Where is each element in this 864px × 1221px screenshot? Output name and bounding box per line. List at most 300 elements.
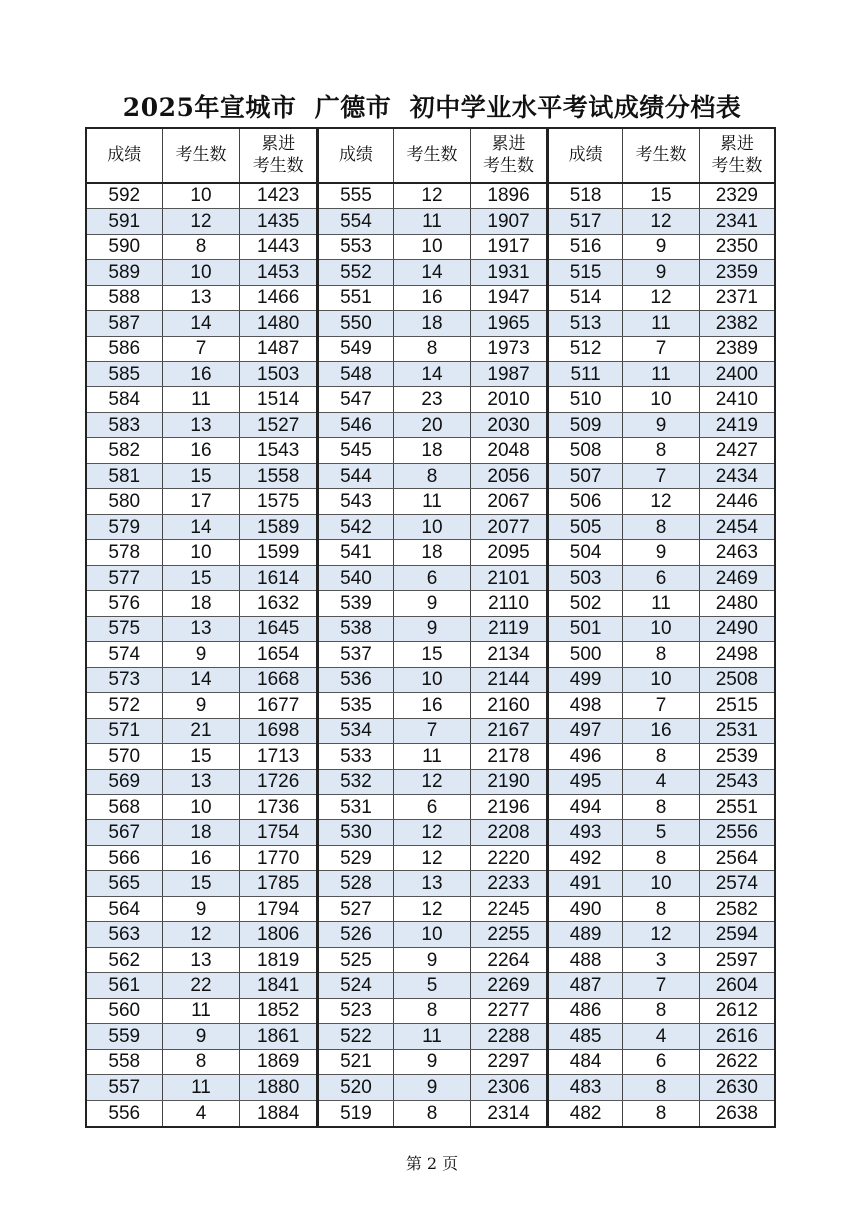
score-cell: 579 <box>87 515 163 539</box>
table-row <box>87 871 316 896</box>
cumulative-cell: 2371 <box>715 287 758 309</box>
table-row <box>549 260 774 285</box>
table-row <box>549 642 774 667</box>
cumulative-cell: 2630 <box>715 1076 758 1098</box>
score-cell: 525 <box>319 948 394 972</box>
count-cell: 12 <box>394 184 471 208</box>
table-row <box>549 438 774 463</box>
cumulative-cell: 1806 <box>257 924 300 946</box>
table-row <box>549 973 774 998</box>
cumulative-cell: 2389 <box>715 338 758 360</box>
count-cell: 9 <box>394 1075 471 1099</box>
score-cell: 494 <box>549 795 623 819</box>
count-cell: 9 <box>623 540 700 564</box>
count-cell: 11 <box>394 1024 471 1048</box>
column-header: 成绩 <box>319 129 394 182</box>
table-row <box>319 235 546 260</box>
table-row <box>87 897 316 922</box>
score-cell: 522 <box>319 1024 394 1048</box>
table-row <box>549 235 774 260</box>
score-cell: 529 <box>319 846 394 870</box>
count-cell: 9 <box>163 693 241 717</box>
table-row <box>319 820 546 845</box>
count-cell: 8 <box>394 464 471 488</box>
table-row <box>87 668 316 693</box>
score-cell: 570 <box>87 744 163 768</box>
score-cell: 550 <box>319 311 394 335</box>
column-header: 考生数 <box>163 129 241 182</box>
count-cell: 8 <box>163 1050 241 1074</box>
table-row <box>87 387 316 412</box>
cumulative-cell: 1480 <box>257 312 300 334</box>
count-cell: 14 <box>163 668 241 692</box>
score-cell: 548 <box>319 362 394 386</box>
cumulative-cell: 1884 <box>257 1102 300 1124</box>
table-block-3 <box>546 129 774 1126</box>
count-cell: 8 <box>623 1101 700 1126</box>
score-cell: 568 <box>87 795 163 819</box>
table-row <box>319 770 546 795</box>
count-cell: 8 <box>394 337 471 361</box>
table-row <box>549 948 774 973</box>
cumulative-cell: 2048 <box>487 440 530 462</box>
count-cell: 8 <box>623 795 700 819</box>
table-row <box>549 337 774 362</box>
cumulative-cell: 2622 <box>715 1051 758 1073</box>
table-block-1 <box>87 129 316 1126</box>
cumulative-cell: 1443 <box>257 236 300 258</box>
count-cell: 14 <box>163 515 241 539</box>
count-cell: 15 <box>163 464 241 488</box>
count-cell: 13 <box>394 871 471 895</box>
count-cell: 12 <box>623 489 700 513</box>
count-cell: 17 <box>163 489 241 513</box>
score-cell: 582 <box>87 438 163 462</box>
score-cell: 592 <box>87 184 163 208</box>
count-cell: 16 <box>163 438 241 462</box>
table-row <box>549 413 774 438</box>
cumulative-cell: 2551 <box>715 796 758 818</box>
column-header: 成绩 <box>549 129 623 182</box>
cumulative-cell: 2269 <box>487 975 530 996</box>
table-row <box>319 184 546 209</box>
score-cell: 536 <box>319 668 394 692</box>
table-row <box>87 1101 316 1126</box>
score-cell: 489 <box>549 922 623 946</box>
score-cell: 583 <box>87 413 163 437</box>
score-cell: 516 <box>549 235 623 259</box>
score-cell: 574 <box>87 642 163 666</box>
table-row <box>549 846 774 871</box>
count-cell: 12 <box>163 209 241 233</box>
count-cell: 8 <box>623 1075 700 1099</box>
cumulative-cell: 2382 <box>715 312 758 334</box>
count-cell: 9 <box>623 235 700 259</box>
score-cell: 517 <box>549 209 623 233</box>
cumulative-cell: 2556 <box>715 822 758 844</box>
count-cell: 13 <box>163 770 241 794</box>
cumulative-cell: 2490 <box>715 618 758 640</box>
count-cell: 11 <box>394 209 471 233</box>
cumulative-cell: 2314 <box>487 1102 530 1124</box>
score-cell: 588 <box>87 286 163 310</box>
count-cell: 9 <box>394 617 471 641</box>
count-cell: 12 <box>394 770 471 794</box>
score-cell: 486 <box>549 999 623 1023</box>
cumulative-cell: 1575 <box>257 491 300 513</box>
count-cell: 10 <box>623 617 700 641</box>
score-cell: 520 <box>319 1075 394 1099</box>
count-cell: 11 <box>623 591 700 615</box>
table-row <box>87 795 316 820</box>
cumulative-cell: 1514 <box>257 389 300 411</box>
count-cell: 10 <box>163 184 241 208</box>
table-row <box>87 719 316 744</box>
table-row <box>87 642 316 667</box>
score-cell: 528 <box>319 871 394 895</box>
count-cell: 20 <box>394 413 471 437</box>
cumulative-cell: 2056 <box>487 465 530 487</box>
count-cell: 8 <box>623 744 700 768</box>
count-cell: 6 <box>623 1050 700 1074</box>
count-cell: 21 <box>163 719 241 743</box>
score-cell: 484 <box>549 1050 623 1074</box>
score-cell: 555 <box>319 184 394 208</box>
score-cell: 495 <box>549 770 623 794</box>
cumulative-cell: 1614 <box>257 567 300 589</box>
cumulative-cell: 2498 <box>715 643 758 665</box>
count-cell: 8 <box>623 642 700 666</box>
score-cell: 572 <box>87 693 163 717</box>
count-cell: 12 <box>163 922 241 946</box>
cumulative-cell: 2030 <box>487 414 530 436</box>
cumulative-cell: 1785 <box>257 873 300 895</box>
table-row <box>549 693 774 718</box>
count-cell: 10 <box>623 387 700 411</box>
cumulative-cell: 1852 <box>257 1000 300 1022</box>
score-cell: 519 <box>319 1101 394 1126</box>
cumulative-cell: 2463 <box>715 542 758 564</box>
cumulative-cell: 2539 <box>715 745 758 767</box>
count-cell: 12 <box>623 286 700 310</box>
cumulative-cell: 1599 <box>257 542 300 564</box>
score-cell: 569 <box>87 770 163 794</box>
score-cell: 577 <box>87 566 163 590</box>
count-cell: 16 <box>163 846 241 870</box>
cumulative-cell: 2446 <box>715 491 758 513</box>
score-cell: 485 <box>549 1024 623 1048</box>
score-cell: 526 <box>319 922 394 946</box>
count-cell: 10 <box>394 235 471 259</box>
count-cell: 8 <box>623 846 700 870</box>
score-cell: 573 <box>87 668 163 692</box>
table-row <box>549 617 774 642</box>
score-cell: 556 <box>87 1101 163 1126</box>
table-row <box>549 464 774 489</box>
count-cell: 12 <box>394 820 471 844</box>
table-header-row <box>549 129 774 184</box>
count-cell: 4 <box>623 770 700 794</box>
table-row <box>319 642 546 667</box>
cumulative-cell: 1713 <box>257 745 300 767</box>
score-cell: 576 <box>87 591 163 615</box>
cumulative-cell: 2010 <box>487 389 530 411</box>
count-cell: 11 <box>394 489 471 513</box>
table-row <box>319 413 546 438</box>
table-row <box>87 1075 316 1100</box>
table-row <box>319 871 546 896</box>
score-cell: 557 <box>87 1075 163 1099</box>
score-cell: 533 <box>319 744 394 768</box>
count-cell: 12 <box>623 209 700 233</box>
score-cell: 590 <box>87 235 163 259</box>
cumulative-cell: 2077 <box>487 516 530 538</box>
count-cell: 18 <box>394 438 471 462</box>
score-distribution-table <box>85 127 776 1128</box>
table-row <box>87 948 316 973</box>
cumulative-cell: 2604 <box>715 975 758 996</box>
count-cell: 22 <box>163 973 241 997</box>
count-cell: 8 <box>623 999 700 1023</box>
cumulative-cell: 2277 <box>487 1000 530 1022</box>
count-cell: 8 <box>394 999 471 1023</box>
score-cell: 532 <box>319 770 394 794</box>
table-row <box>549 311 774 336</box>
table-row <box>87 464 316 489</box>
table-row <box>319 1024 546 1049</box>
score-cell: 501 <box>549 617 623 641</box>
score-cell: 541 <box>319 540 394 564</box>
count-cell: 16 <box>394 286 471 310</box>
cumulative-cell: 2582 <box>715 898 758 920</box>
table-row <box>549 591 774 616</box>
score-cell: 493 <box>549 820 623 844</box>
cumulative-cell: 2190 <box>487 771 530 793</box>
cumulative-cell: 1931 <box>487 261 530 283</box>
cumulative-cell: 2638 <box>715 1102 758 1124</box>
table-row <box>319 515 546 540</box>
table-row <box>87 540 316 565</box>
cumulative-cell: 2134 <box>487 643 530 665</box>
table-row <box>319 566 546 591</box>
cumulative-cell: 2531 <box>715 720 758 742</box>
table-row <box>87 489 316 514</box>
cumulative-cell: 2515 <box>715 694 758 716</box>
cumulative-cell: 1965 <box>487 312 530 334</box>
table-row <box>319 260 546 285</box>
score-cell: 561 <box>87 973 163 997</box>
score-cell: 552 <box>319 260 394 284</box>
cumulative-cell: 2167 <box>487 720 530 742</box>
cumulative-cell: 2178 <box>487 745 530 767</box>
table-row <box>87 999 316 1024</box>
cumulative-cell: 1880 <box>257 1076 300 1098</box>
cumulative-cell: 2297 <box>487 1051 530 1073</box>
table-row <box>87 744 316 769</box>
table-row <box>319 897 546 922</box>
cumulative-cell: 1947 <box>487 287 530 309</box>
table-row <box>87 260 316 285</box>
cumulative-cell: 2208 <box>487 822 530 844</box>
score-cell: 539 <box>319 591 394 615</box>
count-cell: 9 <box>623 413 700 437</box>
cumulative-cell: 1841 <box>257 975 300 996</box>
score-cell: 507 <box>549 464 623 488</box>
count-cell: 10 <box>163 795 241 819</box>
cumulative-cell: 2264 <box>487 949 530 971</box>
score-cell: 498 <box>549 693 623 717</box>
count-cell: 15 <box>394 642 471 666</box>
table-row <box>319 948 546 973</box>
cumulative-cell: 2480 <box>715 592 758 614</box>
column-header: 考生数 <box>394 129 471 182</box>
table-row <box>87 591 316 616</box>
count-cell: 5 <box>623 820 700 844</box>
count-cell: 15 <box>163 871 241 895</box>
score-cell: 483 <box>549 1075 623 1099</box>
table-row <box>549 387 774 412</box>
column-header: 累进 考生数 <box>252 134 304 176</box>
table-row <box>549 744 774 769</box>
score-cell: 531 <box>319 795 394 819</box>
column-header: 考生数 <box>623 129 700 182</box>
cumulative-cell: 2144 <box>487 669 530 691</box>
table-row <box>319 795 546 820</box>
count-cell: 8 <box>623 897 700 921</box>
count-cell: 7 <box>623 464 700 488</box>
score-cell: 518 <box>549 184 623 208</box>
count-cell: 6 <box>623 566 700 590</box>
cumulative-cell: 2329 <box>715 185 758 207</box>
score-cell: 587 <box>87 311 163 335</box>
table-row <box>319 591 546 616</box>
cumulative-cell: 2350 <box>715 236 758 258</box>
score-cell: 530 <box>319 820 394 844</box>
count-cell: 7 <box>623 337 700 361</box>
count-cell: 10 <box>394 668 471 692</box>
column-header: 累进 考生数 <box>711 134 763 176</box>
score-cell: 510 <box>549 387 623 411</box>
score-cell: 546 <box>319 413 394 437</box>
score-cell: 508 <box>549 438 623 462</box>
score-cell: 487 <box>549 973 623 997</box>
count-cell: 16 <box>394 693 471 717</box>
cumulative-cell: 1466 <box>257 287 300 309</box>
score-cell: 515 <box>549 260 623 284</box>
score-cell: 543 <box>319 489 394 513</box>
table-row <box>87 184 316 209</box>
table-row <box>319 1050 546 1075</box>
score-cell: 500 <box>549 642 623 666</box>
score-cell: 514 <box>549 286 623 310</box>
cumulative-cell: 1896 <box>487 185 530 207</box>
table-row <box>319 744 546 769</box>
cumulative-cell: 2255 <box>487 924 530 946</box>
cumulative-cell: 2306 <box>487 1076 530 1098</box>
count-cell: 16 <box>623 719 700 743</box>
score-cell: 496 <box>549 744 623 768</box>
table-row <box>319 1075 546 1100</box>
table-row <box>549 1024 774 1049</box>
cumulative-cell: 2574 <box>715 873 758 895</box>
table-row <box>319 922 546 947</box>
cumulative-cell: 2508 <box>715 669 758 691</box>
cumulative-cell: 1794 <box>257 898 300 920</box>
cumulative-cell: 2469 <box>715 567 758 589</box>
cumulative-cell: 1698 <box>257 720 300 742</box>
count-cell: 18 <box>394 311 471 335</box>
score-cell: 580 <box>87 489 163 513</box>
cumulative-cell: 1677 <box>257 694 300 716</box>
cumulative-cell: 2245 <box>487 898 530 920</box>
table-row <box>87 617 316 642</box>
count-cell: 8 <box>623 515 700 539</box>
table-row <box>319 973 546 998</box>
cumulative-cell: 1668 <box>257 669 300 691</box>
score-cell: 544 <box>319 464 394 488</box>
score-cell: 490 <box>549 897 623 921</box>
score-cell: 549 <box>319 337 394 361</box>
column-header: 累进 考生数 <box>483 134 535 176</box>
score-cell: 503 <box>549 566 623 590</box>
score-cell: 502 <box>549 591 623 615</box>
table-row <box>319 438 546 463</box>
count-cell: 8 <box>623 438 700 462</box>
count-cell: 9 <box>394 591 471 615</box>
count-cell: 11 <box>623 362 700 386</box>
table-row <box>319 209 546 234</box>
table-row <box>549 770 774 795</box>
table-row <box>87 413 316 438</box>
count-cell: 10 <box>394 922 471 946</box>
table-row <box>549 209 774 234</box>
score-cell: 497 <box>549 719 623 743</box>
cumulative-cell: 2067 <box>487 491 530 513</box>
score-cell: 589 <box>87 260 163 284</box>
score-cell: 509 <box>549 413 623 437</box>
cumulative-cell: 2454 <box>715 516 758 538</box>
score-cell: 511 <box>549 362 623 386</box>
count-cell: 12 <box>394 897 471 921</box>
cumulative-cell: 2119 <box>488 618 529 640</box>
document-title: 2025年宣城市 广德市 初中学业水平考试成绩分档表 <box>122 93 742 122</box>
cumulative-cell: 1819 <box>257 949 300 971</box>
count-cell: 12 <box>623 922 700 946</box>
count-cell: 9 <box>623 260 700 284</box>
cumulative-cell: 1435 <box>257 210 300 232</box>
score-cell: 505 <box>549 515 623 539</box>
cumulative-cell: 1987 <box>487 363 530 385</box>
table-row <box>549 820 774 845</box>
cumulative-cell: 1487 <box>257 338 300 360</box>
count-cell: 9 <box>163 897 241 921</box>
table-row <box>549 719 774 744</box>
score-cell: 499 <box>549 668 623 692</box>
count-cell: 7 <box>394 719 471 743</box>
table-header-row <box>87 129 316 184</box>
table-row <box>549 566 774 591</box>
count-cell: 14 <box>394 362 471 386</box>
score-cell: 581 <box>87 464 163 488</box>
table-row <box>87 846 316 871</box>
table-row <box>319 617 546 642</box>
count-cell: 23 <box>394 387 471 411</box>
table-row <box>319 540 546 565</box>
cumulative-cell: 2597 <box>715 949 758 971</box>
count-cell: 10 <box>394 515 471 539</box>
cumulative-cell: 1589 <box>257 516 300 538</box>
cumulative-cell: 2419 <box>715 414 758 436</box>
